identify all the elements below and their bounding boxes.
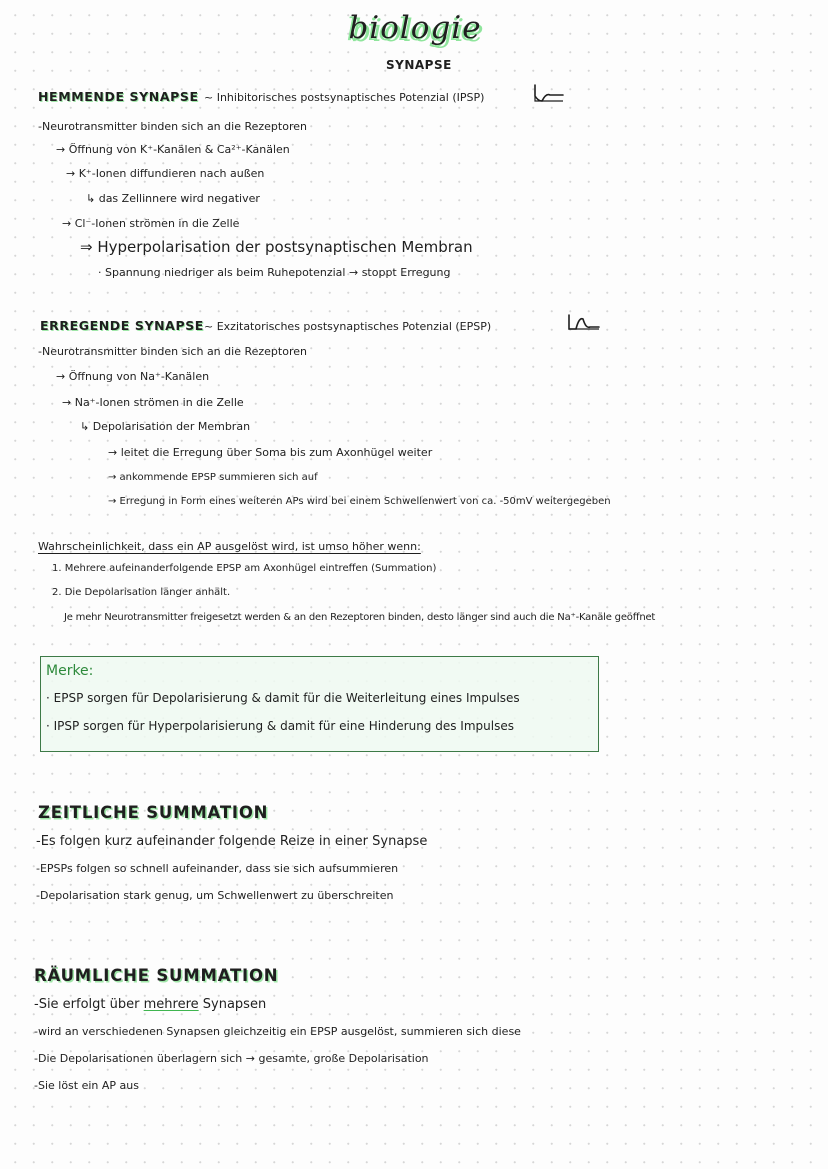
erregend-heading: ERREGENDE SYNAPSE: [40, 318, 204, 333]
probability-line-2: 2. Die Depolarisation länger anhält.: [52, 587, 231, 598]
ipsp-curve-icon: [532, 83, 566, 105]
spatial-line-1: [34, 997, 266, 1012]
hemmend-line-6: ⇒ Hyperpolarisation der postsynaptischen Membran: [80, 238, 473, 256]
spatial-line-1-prefix: -Sie erfolgt über: [34, 997, 144, 1012]
hemmend-subheading: ~ Inhibitorisches postsynaptisches Potenzial (IPSP): [204, 91, 485, 104]
erregend-line-1: -Neurotransmitter binden sich an die Rezeptoren: [38, 345, 307, 358]
probability-heading: Wahrscheinlichkeit, dass ein AP ausgelöst wird, ist umso höher wenn:: [38, 540, 421, 553]
merke-line-1: · EPSP sorgen für Depolarisierung & damit für die Weiterleitung eines Impulses: [46, 691, 520, 705]
temporal-line-2: -EPSPs folgen so schnell aufeinander, dass sie sich aufsummieren: [36, 862, 399, 875]
spatial-line-2: -wird an verschiedenen Synapsen gleichzeitig ein EPSP ausgelöst, summieren sich diese: [34, 1025, 521, 1038]
erregend-line-5: → leitet die Erregung über Soma bis zum Axonhügel weiter: [108, 446, 433, 459]
probability-line-1: 1. Mehrere aufeinanderfolgende EPSP am Axonhügel eintreffen (Summation): [52, 563, 437, 574]
spatial-line-1-emphasis: mehrere: [143, 997, 199, 1012]
hemmend-line-1: -Neurotransmitter binden sich an die Rezeptoren: [38, 120, 307, 133]
spatial-summation-heading: RÄUMLICHE SUMMATION: [34, 966, 279, 985]
spatial-line-1-suffix: Synapsen: [198, 997, 267, 1012]
hemmend-line-2: → Öffnung von K⁺-Kanälen & Ca²⁺-Kanälen: [56, 143, 290, 156]
temporal-line-1: -Es folgen kurz aufeinander folgende Reize in einer Synapse: [36, 834, 428, 849]
hemmend-line-3: → K⁺-Ionen diffundieren nach außen: [66, 167, 265, 180]
erregend-line-3: → Na⁺-Ionen strömen in die Zelle: [62, 396, 244, 409]
hemmend-line-4: ↳ das Zellinnere wird negativer: [86, 192, 260, 205]
probability-line-3: Je mehr Neurotransmitter freigesetzt werden & an den Rezeptoren binden, desto länger sind auch die Na⁺-Kanäle geöffnet: [64, 612, 656, 623]
hemmend-heading: HEMMENDE SYNAPSE: [38, 89, 199, 104]
erregend-line-2: → Öffnung von Na⁺-Kanälen: [56, 370, 210, 383]
merke-line-2: · IPSP sorgen für Hyperpolarisierung & damit für eine Hinderung des Impulses: [46, 719, 514, 733]
page-subtitle: SYNAPSE: [386, 58, 452, 72]
erregend-line-6: → ankommende EPSP summieren sich auf: [108, 472, 318, 483]
hemmend-line-5: → Cl⁻-Ionen strömen in die Zelle: [62, 217, 240, 230]
merke-title: Merke:: [46, 663, 94, 679]
erregend-line-4: ↳ Depolarisation der Membran: [80, 420, 251, 433]
temporal-line-3: -Depolarisation stark genug, um Schwellenwert zu überschreiten: [36, 889, 394, 902]
spatial-line-3: -Die Depolarisationen überlagern sich → gesamte, große Depolarisation: [34, 1052, 429, 1065]
temporal-summation-heading: ZEITLICHE SUMMATION: [38, 803, 269, 822]
spatial-line-4: -Sie löst ein AP aus: [34, 1079, 139, 1092]
epsp-curve-icon: [566, 313, 602, 333]
erregend-line-7: → Erregung in Form eines weiteren APs wird bei einem Schwellenwert von ca. -50mV weitergegeben: [108, 496, 611, 507]
hemmend-line-7: · Spannung niedriger als beim Ruhepotenzial → stoppt Erregung: [98, 266, 451, 279]
page-title: biologie: [348, 10, 482, 46]
erregend-subheading: ~ Exzitatorisches postsynaptisches Potenzial (EPSP): [204, 320, 492, 333]
